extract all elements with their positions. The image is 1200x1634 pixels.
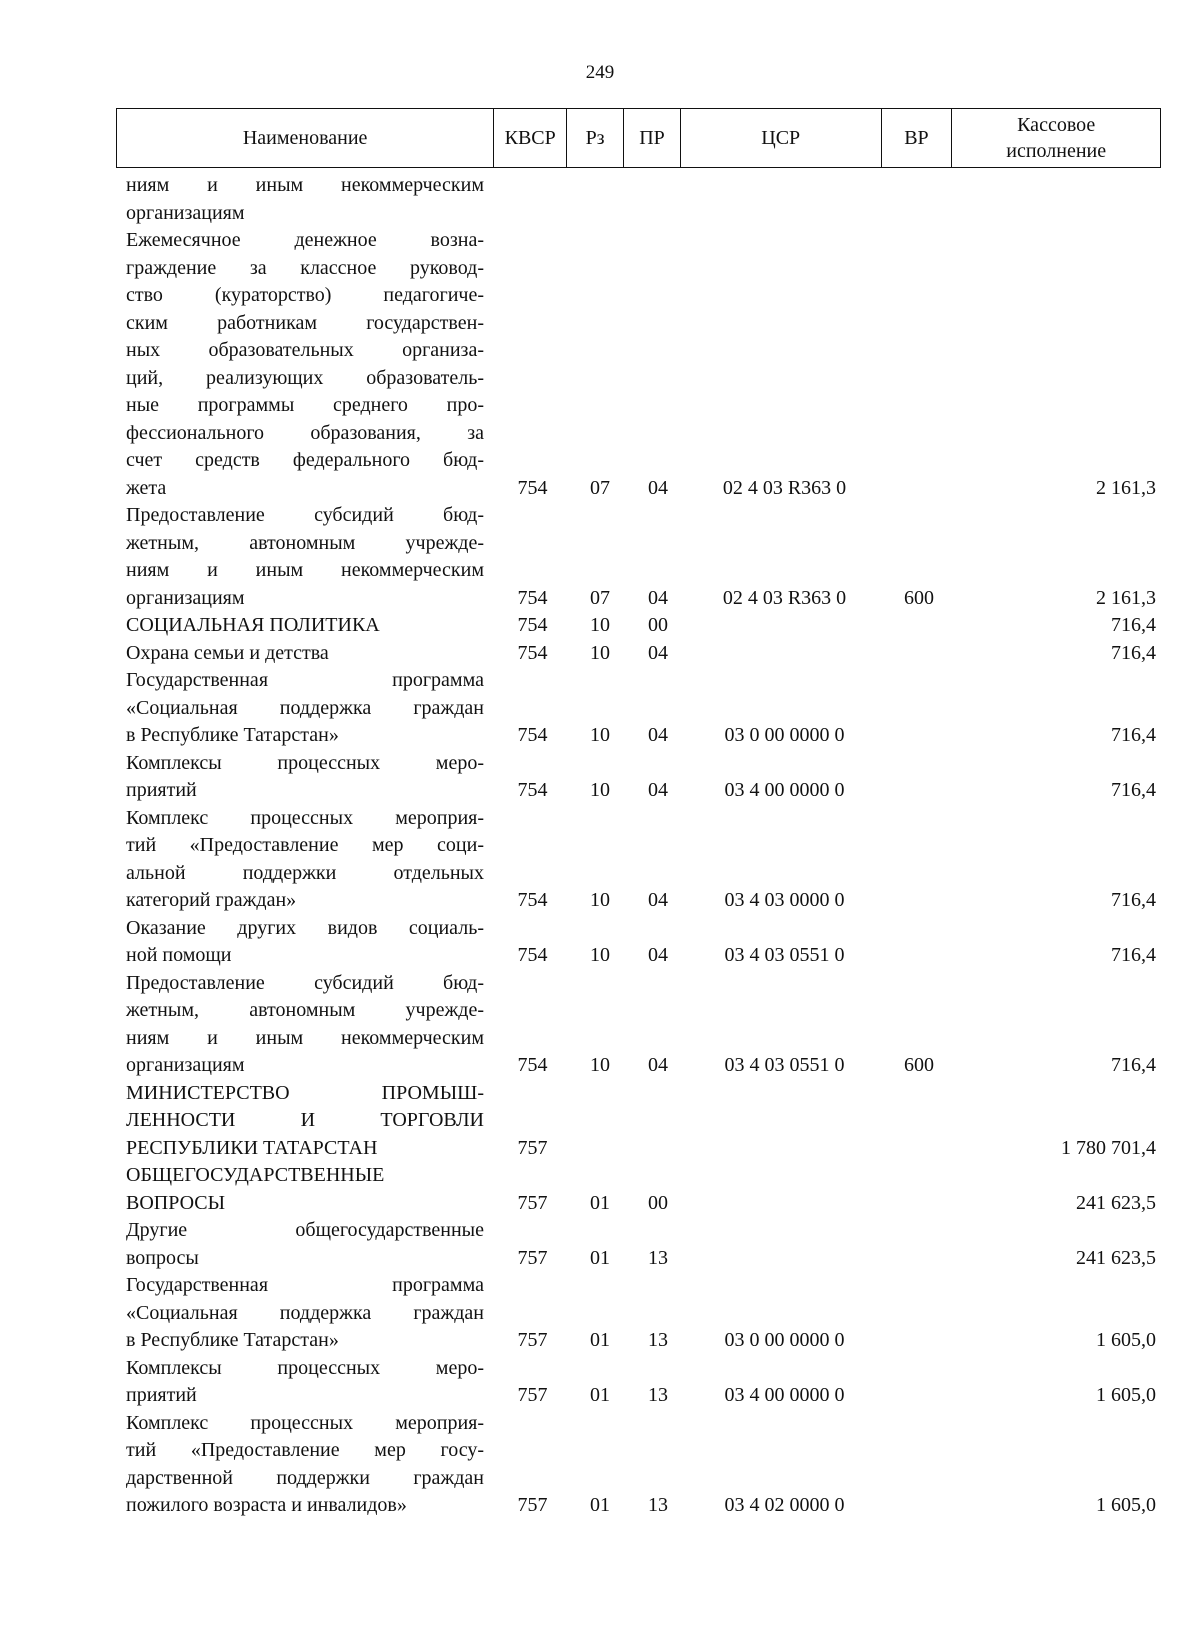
row-pr: 13 (648, 1494, 668, 1516)
row-pr: 04 (648, 944, 668, 966)
page-number: 249 (585, 62, 615, 83)
row-csr: 02 4 03 R363 0 (722, 476, 847, 499)
row-name-line: Комплекс процессных мероприя- (126, 806, 484, 829)
row-kvsr: 757 (517, 1494, 548, 1516)
row-name-line: Предоставление субсидий бюд- (126, 504, 484, 526)
row-kvsr: 754 (517, 586, 548, 609)
row-name-line: МИНИСТЕРСТВО ПРОМЫШ- (126, 1081, 484, 1104)
row-name-line: в Республике Татарстан» (126, 1329, 339, 1351)
row-name-line: ниям и иным некоммерческим (126, 174, 484, 196)
row-rz: 10 (590, 889, 610, 911)
table-row (126, 1272, 1156, 1355)
row-pr: 00 (648, 614, 668, 636)
row-pr: 04 (648, 476, 668, 499)
row-csr: 03 0 00 0000 0 (724, 724, 845, 746)
row-name-line: СОЦИАЛЬНАЯ ПОЛИТИКА (126, 614, 380, 636)
row-name-line: РЕСПУБЛИКИ ТАТАРСТАН (126, 1136, 378, 1159)
row-kvsr: 754 (517, 476, 548, 499)
row-name (126, 805, 484, 915)
row-kvsr: 757 (517, 1384, 548, 1406)
row-name (126, 1272, 484, 1355)
row-name-line: Оказание других видов социаль- (126, 916, 484, 939)
row-name (126, 915, 484, 970)
row-name-line: Предоставление субсидий бюд- (126, 971, 484, 994)
row-name-line: организациям (126, 1054, 245, 1076)
table-row (126, 750, 1156, 805)
row-sum: 241 623,5 (1076, 1191, 1156, 1214)
row-name-line: Ежемесячное денежное возна- (126, 229, 484, 251)
header-csr: ЦСР (681, 109, 882, 167)
row-name (126, 1162, 484, 1217)
row-rz: 10 (590, 614, 610, 636)
row-name-line: пожилого возраста и инвалидов» (126, 1494, 407, 1516)
row-pr: 04 (648, 889, 668, 911)
table-row (126, 1410, 1156, 1520)
row-sum: 716,4 (1111, 614, 1156, 636)
row-pr: 13 (648, 1329, 668, 1351)
row-name (126, 172, 484, 227)
row-name-line: в Республике Татарстан» (126, 724, 339, 746)
row-pr: 04 (648, 641, 668, 664)
row-kvsr: 754 (517, 889, 548, 911)
table-row (126, 172, 1156, 227)
row-name-line: категорий граждан» (126, 889, 297, 911)
row-rz: 07 (590, 586, 610, 609)
row-rz: 01 (590, 1246, 610, 1269)
row-sum: 2 161,3 (1096, 586, 1156, 609)
row-sum: 2 161,3 (1096, 476, 1156, 499)
row-name-line: Комплексы процессных меро- (126, 751, 484, 774)
row-name-line: жетным, автономным учрежде- (126, 531, 484, 554)
row-name-line: Государственная программа (126, 1274, 484, 1296)
row-rz: 10 (590, 944, 610, 966)
row-name-line: ство (кураторство) педагогиче- (126, 284, 484, 306)
row-name (126, 667, 484, 750)
row-name-line: ским работникам государствен- (126, 311, 484, 334)
table-row (126, 970, 1156, 1080)
header-vr: ВР (882, 109, 953, 167)
row-name (126, 1410, 484, 1520)
row-pr: 04 (648, 1054, 668, 1076)
row-name-line: «Социальная поддержка граждан (126, 696, 484, 719)
table-row (126, 1355, 1156, 1410)
row-name-line: вопросы (126, 1246, 199, 1269)
row-name-line: Другие общегосударственные (126, 1219, 484, 1241)
row-kvsr: 754 (517, 641, 548, 664)
row-rz: 01 (590, 1191, 610, 1214)
row-name-line: Комплексы процессных меро- (126, 1356, 484, 1379)
row-csr: 03 0 00 0000 0 (724, 1329, 845, 1351)
row-sum: 716,4 (1111, 724, 1156, 746)
row-name (126, 227, 484, 502)
row-name (126, 1217, 484, 1272)
row-kvsr: 757 (517, 1329, 548, 1351)
row-sum: 716,4 (1111, 641, 1156, 664)
header-kvsr: КВСР (494, 109, 567, 167)
table-body (126, 172, 1156, 1520)
row-pr: 13 (648, 1384, 668, 1406)
row-csr: 03 4 02 0000 0 (724, 1494, 845, 1516)
row-rz: 07 (590, 476, 610, 499)
table-row (126, 667, 1156, 750)
row-name (126, 750, 484, 805)
row-csr: 03 4 03 0000 0 (724, 889, 845, 911)
row-name-line: ной помощи (126, 944, 232, 966)
table-row (126, 640, 1156, 668)
row-name-line: ных образовательных организа- (126, 339, 484, 361)
row-name-line: счет средств федерального бюд- (126, 449, 484, 471)
row-rz: 01 (590, 1494, 610, 1516)
row-csr: 03 4 03 0551 0 (724, 944, 845, 966)
row-name-line: тий «Предоставление мер соци- (126, 834, 484, 856)
row-kvsr: 754 (517, 614, 548, 636)
row-name-line: фессионального образования, за (126, 421, 484, 444)
table-row (126, 502, 1156, 612)
row-name-line: тий «Предоставление мер госу- (126, 1439, 484, 1461)
row-sum: 716,4 (1111, 889, 1156, 911)
row-name-line: ниям и иным некоммерческим (126, 559, 484, 581)
header-sum (952, 109, 1160, 167)
header-sum-line2: исполнение (1006, 140, 1107, 162)
row-kvsr: 757 (517, 1191, 548, 1214)
row-sum: 716,4 (1111, 779, 1156, 801)
header-sum-line1: Кассовое (1017, 114, 1096, 136)
row-name (126, 612, 484, 640)
row-kvsr: 757 (517, 1246, 548, 1269)
row-pr: 04 (648, 779, 668, 801)
row-name-line: «Социальная поддержка граждан (126, 1301, 484, 1324)
row-kvsr: 754 (517, 944, 548, 966)
row-name-line: организациям (126, 201, 245, 224)
row-name-line: жетным, автономным учрежде- (126, 999, 484, 1021)
row-kvsr: 754 (517, 779, 548, 801)
row-pr: 00 (648, 1191, 668, 1214)
row-name-line: приятий (126, 779, 197, 801)
row-kvsr: 757 (517, 1136, 548, 1159)
header-rz: Рз (567, 109, 624, 167)
row-sum: 1 780 701,4 (1061, 1136, 1156, 1159)
row-pr: 04 (648, 724, 668, 746)
row-rz: 01 (590, 1384, 610, 1406)
row-csr: 03 4 00 0000 0 (724, 1384, 845, 1406)
row-name-line: приятий (126, 1384, 197, 1406)
table-row (126, 1162, 1156, 1217)
row-vr: 600 (904, 1054, 934, 1076)
table-row (126, 612, 1156, 640)
row-name-line: граждение за классное руковод- (126, 256, 484, 279)
table-row (126, 227, 1156, 502)
row-sum: 716,4 (1111, 1054, 1156, 1076)
table-row (126, 915, 1156, 970)
row-pr: 13 (648, 1246, 668, 1269)
row-sum: 716,4 (1111, 944, 1156, 966)
header-name: Наименование (117, 109, 494, 167)
row-sum: 1 605,0 (1096, 1384, 1156, 1406)
row-rz: 01 (590, 1329, 610, 1351)
row-name-line: Комплекс процессных мероприя- (126, 1411, 484, 1434)
row-name (126, 1080, 484, 1163)
row-name (126, 640, 484, 668)
row-rz: 10 (590, 779, 610, 801)
row-kvsr: 754 (517, 1054, 548, 1076)
row-sum: 241 623,5 (1076, 1246, 1156, 1269)
row-name (126, 970, 484, 1080)
row-rz: 10 (590, 724, 610, 746)
row-rz: 10 (590, 1054, 610, 1076)
row-pr: 04 (648, 586, 668, 609)
row-csr: 03 4 03 0551 0 (724, 1054, 845, 1076)
row-name-line: Охрана семьи и детства (126, 641, 329, 664)
row-name-line: ные программы среднего про- (126, 394, 484, 416)
row-name-line: ЛЕННОСТИ И ТОРГОВЛИ (126, 1109, 484, 1131)
row-sum: 1 605,0 (1096, 1494, 1156, 1516)
row-name-line: ций, реализующих образователь- (126, 366, 484, 389)
row-name-line: ниям и иным некоммерческим (126, 1026, 484, 1049)
header-pr: ПР (624, 109, 681, 167)
table-row (126, 1217, 1156, 1272)
row-name-line: организациям (126, 586, 245, 609)
row-sum: 1 605,0 (1096, 1329, 1156, 1351)
row-name (126, 1355, 484, 1410)
row-vr: 600 (904, 586, 934, 609)
row-name-line: ОБЩЕГОСУДАРСТВЕННЫЕ (126, 1164, 385, 1186)
row-name-line: альной поддержки отдельных (126, 861, 484, 884)
row-csr: 03 4 00 0000 0 (724, 779, 845, 801)
row-rz: 10 (590, 641, 610, 664)
row-kvsr: 754 (517, 724, 548, 746)
table-row (126, 1080, 1156, 1163)
row-name-line: дарственной поддержки граждан (126, 1466, 484, 1489)
table-header (116, 108, 1161, 168)
row-name-line: ВОПРОСЫ (126, 1191, 226, 1214)
table-row (126, 805, 1156, 915)
row-name-line: жета (126, 476, 167, 499)
row-csr: 02 4 03 R363 0 (722, 586, 847, 609)
row-name-line: Государственная программа (126, 669, 484, 691)
row-name (126, 502, 484, 612)
